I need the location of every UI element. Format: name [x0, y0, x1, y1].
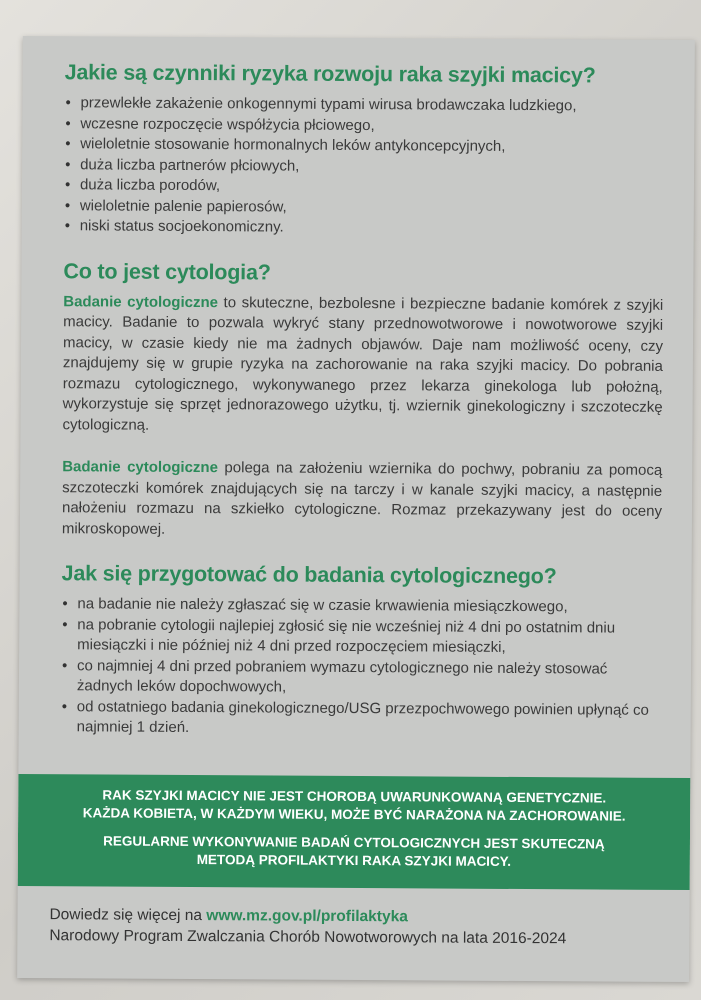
list-item: • duża liczba porodów,: [64, 175, 664, 199]
list-item: • wieloletnie palenie papierosów,: [64, 196, 664, 220]
list-item: • na badanie nie należy zgłaszać się w czasie krwawienia miesiączkowego,: [61, 594, 661, 618]
list-item: • niski status socjoekonomiczny.: [64, 216, 664, 240]
warning-banner: [18, 774, 691, 890]
paragraph-text: polega na założeniu wziernika do pochwy, pobraniu za pomocą szczoteczki komórek znajdujących się na tarczy i w kanale szyjki macicy, a następnie nałożeniu rozmazu na szkiełko cytologiczne. Rozmaz przekazywany jest do oceny mikroskopowej.: [61, 459, 663, 538]
paragraph-lead: Badanie cytologiczne: [62, 458, 219, 477]
footer: [49, 904, 669, 950]
leaflet-content: [61, 60, 665, 741]
footer-prefix: Dowiedz się więcej na: [49, 906, 207, 925]
leaflet-card: [17, 36, 695, 982]
banner-line: REGULARNE WYKONYWANIE BADAŃ CYTOLOGICZNYCH JEST SKUTECZNĄ: [103, 833, 605, 852]
cytology-paragraph-1: [62, 292, 663, 439]
list-item: • przewlekłe zakażenie onkogennymi typami wirusa brodawczaka ludzkiego,: [64, 93, 664, 117]
risk-factors-heading: Jakie są czynniki ryzyka rozwoju raka szyjki macicy?: [64, 60, 596, 88]
banner-line: METODĄ PROFILAKTYKI RAKA SZYJKI MACICY.: [196, 852, 512, 869]
list-item: • co najmniej 4 dni przed pobraniem wymazu cytologicznego nie należy stosować żadnych leków dopochwowych,: [61, 656, 661, 701]
list-item: • wczesne rozpoczęcie współżycia płciowego,: [64, 114, 664, 138]
program-name: Narodowy Program Zwalczania Chorób Nowotworowych na lata 2016-2024: [49, 927, 567, 948]
website-link[interactable]: www.mz.gov.pl/profilaktyka: [206, 907, 408, 926]
paragraph-text: to skuteczne, bezbolesne i bezpieczne badanie komórek z szyjki macicy. Badanie to pozwala wykryć stany przednowotworowe i nowotworowe szyjki macicy, w czasie kiedy nie ma żadnych objawów. Daje nam możliwość oceny, czy znajdujemy się w grupie ryzyka na zachorowanie na raka szyjki macicy. Do pobrania rozmazu cytologicznego, wykonywanego przez lekarza ginekologa lub położną, wykorzystuje się sprzęt jednorazowego użytku, tj. wziernik ginekologiczny i szczoteczkę cytologiczną.: [62, 293, 664, 434]
paragraph-lead: Badanie cytologiczne: [63, 292, 219, 311]
list-item: • wieloletnie stosowanie hormonalnych leków antykoncepcyjnych,: [64, 134, 664, 158]
list-item: • duża liczba partnerów płciowych,: [64, 155, 664, 179]
preparation-list: [61, 594, 662, 741]
banner-line: RAK SZYJKI MACICY NIE JEST CHOROBĄ UWARUNKOWANĄ GENETYCZNIE.: [102, 787, 607, 806]
preparation-heading: Jak się przygotować do badania cytologicznego?: [61, 561, 557, 589]
banner-line: KAŻDA KOBIETA, W KAŻDYM WIEKU, MOŻE BYĆ NARAŻONA NA ZACHOROWANIE.: [82, 805, 626, 824]
list-item: • na pobranie cytologii najlepiej zgłosić się nie wcześniej niż 4 dni po ostatnim dniu miesiączki i nie później niż 4 dni przed rozpoczęciem miesiączki,: [61, 615, 661, 660]
cytology-heading: Co to jest cytologia?: [63, 258, 271, 284]
list-item: • od ostatniego badania ginekologicznego/USG przezpochwowego powinien upłynąć co najmniej 1 dzień.: [61, 697, 661, 742]
risk-factors-list: [64, 93, 665, 240]
cytology-paragraph-2: [62, 457, 662, 543]
